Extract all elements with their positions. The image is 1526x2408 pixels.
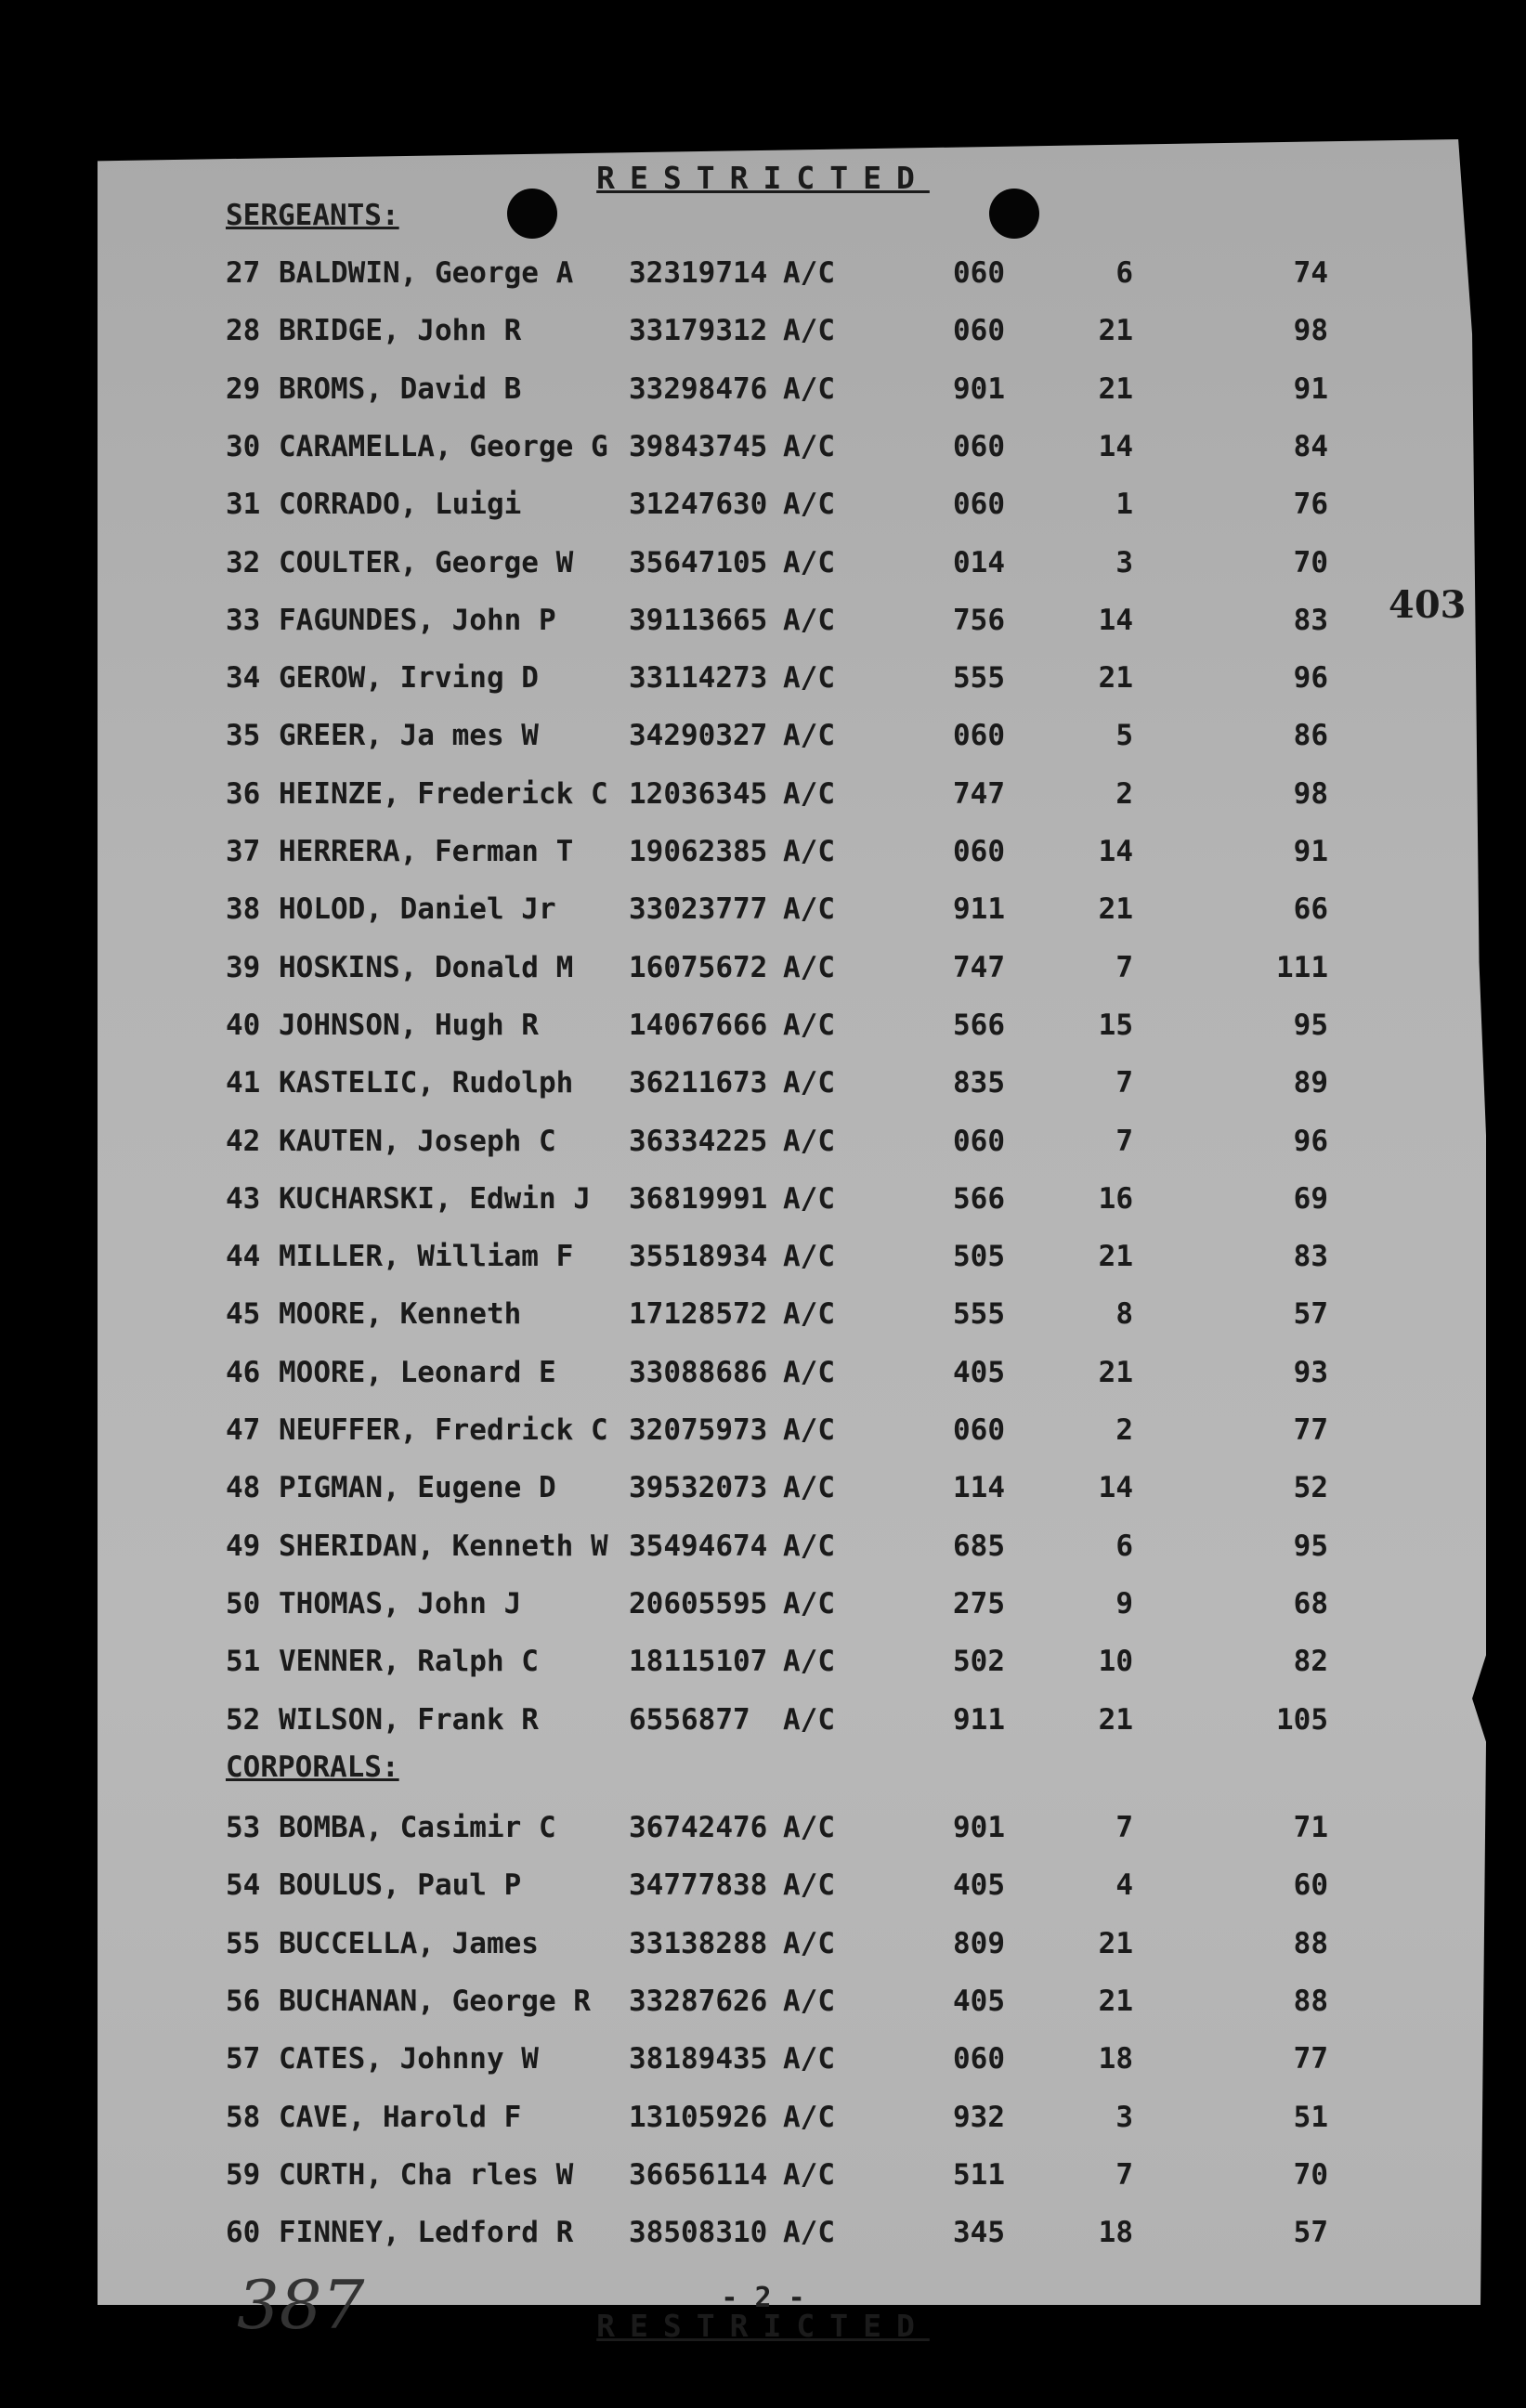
soldier-name: MILLER, William F (279, 1240, 574, 1274)
soldier-name: CARAMELLA, George G (279, 429, 608, 463)
mos-code: 345 (953, 2216, 1005, 2250)
serial-number: 39843745 (629, 429, 768, 463)
mos-code: 747 (953, 776, 1005, 811)
col-b-value: 84 (1293, 429, 1328, 463)
serial-number: 35494674 (629, 1529, 768, 1563)
soldier-name: BUCHANAN, George R (279, 1984, 591, 2018)
col-a-value: 21 (1098, 892, 1133, 927)
table-row (0, 1182, 1526, 1219)
soldier-name: HEINZE, Frederick C (279, 776, 608, 811)
serial-number: 38189435 (629, 2042, 768, 2076)
row-number: 54 (226, 1868, 261, 1903)
col-a-value: 21 (1098, 1926, 1133, 1960)
col-b-value: 96 (1293, 1124, 1328, 1158)
branch: A/C (783, 1413, 835, 1447)
col-a-value: 6 (1115, 256, 1133, 290)
branch: A/C (783, 661, 835, 696)
branch: A/C (783, 1645, 835, 1679)
branch: A/C (783, 2157, 835, 2192)
row-number: 34 (226, 661, 261, 696)
branch: A/C (783, 1181, 835, 1216)
col-b-value: 83 (1293, 1240, 1328, 1274)
soldier-name: BOMBA, Casimir C (279, 1811, 556, 1844)
branch: A/C (783, 1868, 835, 1903)
serial-number: 39532073 (629, 1471, 768, 1505)
row-number: 31 (226, 488, 261, 522)
col-a-value: 10 (1098, 1645, 1133, 1679)
table-row (0, 1927, 1526, 1964)
col-a-value: 7 (1115, 2157, 1133, 2192)
col-a-value: 21 (1098, 1240, 1133, 1274)
branch: A/C (783, 2216, 835, 2250)
branch: A/C (783, 1124, 835, 1158)
mos-code: 505 (953, 1240, 1005, 1274)
col-a-value: 21 (1098, 1984, 1133, 2018)
table-row (0, 1356, 1526, 1393)
row-number: 28 (226, 314, 261, 348)
branch: A/C (783, 2042, 835, 2076)
mos-code: 405 (953, 1984, 1005, 2018)
handwritten-page-note: 387 (237, 2266, 365, 2344)
soldier-name: BROMS, David B (279, 371, 522, 406)
mos-code: 060 (953, 429, 1005, 463)
col-a-value: 5 (1115, 719, 1133, 753)
col-b-value: 51 (1293, 2100, 1328, 2134)
col-b-value: 91 (1293, 835, 1328, 868)
soldier-name: BOULUS, Paul P (279, 1868, 522, 1903)
table-row (0, 1297, 1526, 1334)
serial-number: 33088686 (629, 1355, 768, 1389)
mos-code: 060 (953, 488, 1005, 522)
margin-stamp-number: 403 (1389, 583, 1467, 627)
branch: A/C (783, 1926, 835, 1960)
soldier-name: KAUTEN, Joseph C (279, 1124, 556, 1158)
section-title-sergeants: SERGEANTS: (226, 199, 399, 232)
serial-number: 33287626 (629, 1984, 768, 2018)
table-row (0, 430, 1526, 467)
branch: A/C (783, 950, 835, 984)
branch: A/C (783, 314, 835, 348)
soldier-name: NEUFFER, Fredrick C (279, 1413, 608, 1447)
row-number: 41 (226, 1066, 261, 1100)
table-row (0, 1703, 1526, 1740)
serial-number: 38508310 (629, 2216, 768, 2250)
table-row (0, 2216, 1526, 2253)
row-number: 46 (226, 1355, 261, 1389)
col-a-value: 18 (1098, 2042, 1133, 2076)
col-b-value: 93 (1293, 1355, 1328, 1389)
soldier-name: CORRADO, Luigi (279, 488, 522, 522)
mos-code: 555 (953, 661, 1005, 696)
serial-number: 35647105 (629, 545, 768, 579)
soldier-name: SHERIDAN, Kenneth W (279, 1529, 608, 1563)
branch: A/C (783, 1471, 835, 1505)
table-row (0, 1125, 1526, 1162)
mos-code: 747 (953, 950, 1005, 984)
mos-code: 511 (953, 2157, 1005, 2192)
classification-header: RESTRICTED (596, 160, 930, 196)
row-number: 59 (226, 2157, 261, 2192)
section-title-corporals: CORPORALS: (226, 1751, 399, 1784)
branch: A/C (783, 1008, 835, 1042)
col-b-value: 68 (1293, 1586, 1328, 1621)
col-b-value: 57 (1293, 1297, 1328, 1332)
serial-number: 33114273 (629, 661, 768, 696)
mos-code: 014 (953, 545, 1005, 579)
table-row (0, 314, 1526, 351)
soldier-name: VENNER, Ralph C (279, 1645, 539, 1679)
row-number: 56 (226, 1984, 261, 2018)
col-b-value: 89 (1293, 1066, 1328, 1100)
col-a-value: 14 (1098, 1471, 1133, 1505)
row-number: 29 (226, 371, 261, 406)
table-row (0, 835, 1526, 872)
table-row (0, 777, 1526, 814)
soldier-name: CAVE, Harold F (279, 2100, 522, 2134)
punch-hole-left (507, 189, 557, 239)
soldier-name: PIGMAN, Eugene D (279, 1471, 556, 1505)
row-number: 33 (226, 603, 261, 637)
branch: A/C (783, 1297, 835, 1332)
col-b-value: 88 (1293, 1984, 1328, 2018)
branch: A/C (783, 429, 835, 463)
row-number: 38 (226, 892, 261, 927)
col-a-value: 14 (1098, 603, 1133, 637)
table-row (0, 1811, 1526, 1848)
branch: A/C (783, 892, 835, 927)
soldier-name: GEROW, Irving D (279, 661, 539, 696)
col-b-value: 105 (1276, 1702, 1328, 1737)
serial-number: 31247630 (629, 488, 768, 522)
mos-code: 114 (953, 1471, 1005, 1505)
col-a-value: 21 (1098, 1355, 1133, 1389)
row-number: 53 (226, 1811, 261, 1844)
col-a-value: 3 (1115, 545, 1133, 579)
table-row (0, 546, 1526, 583)
col-a-value: 1 (1115, 488, 1133, 522)
table-row (0, 1240, 1526, 1277)
table-row (0, 488, 1526, 525)
row-number: 49 (226, 1529, 261, 1563)
branch: A/C (783, 1529, 835, 1563)
row-number: 30 (226, 429, 261, 463)
row-number: 58 (226, 2100, 261, 2134)
branch: A/C (783, 1811, 835, 1844)
col-b-value: 96 (1293, 661, 1328, 696)
mos-code: 275 (953, 1586, 1005, 1621)
branch: A/C (783, 256, 835, 290)
mos-code: 932 (953, 2100, 1005, 2134)
row-number: 39 (226, 950, 261, 984)
branch: A/C (783, 1355, 835, 1389)
col-a-value: 4 (1115, 1868, 1133, 1903)
col-a-value: 14 (1098, 835, 1133, 868)
row-number: 36 (226, 776, 261, 811)
table-row (0, 2042, 1526, 2079)
soldier-name: FINNEY, Ledford R (279, 2216, 574, 2250)
branch: A/C (783, 776, 835, 811)
serial-number: 36656114 (629, 2157, 768, 2192)
col-b-value: 88 (1293, 1926, 1328, 1960)
mos-code: 911 (953, 1702, 1005, 1737)
soldier-name: KUCHARSKI, Edwin J (279, 1181, 591, 1216)
row-number: 48 (226, 1471, 261, 1505)
mos-code: 685 (953, 1529, 1005, 1563)
soldier-name: GREER, Ja mes W (279, 719, 539, 753)
mos-code: 756 (953, 603, 1005, 637)
mos-code: 405 (953, 1868, 1005, 1903)
table-row (0, 1985, 1526, 2022)
col-b-value: 83 (1293, 603, 1328, 637)
row-number: 47 (226, 1413, 261, 1447)
row-number: 45 (226, 1297, 261, 1332)
serial-number: 32319714 (629, 256, 768, 290)
serial-number: 34777838 (629, 1868, 768, 1903)
branch: A/C (783, 603, 835, 637)
serial-number: 6556877 (629, 1702, 750, 1737)
serial-number: 36742476 (629, 1811, 768, 1844)
punch-hole-right (989, 189, 1039, 239)
row-number: 27 (226, 256, 261, 290)
mos-code: 502 (953, 1645, 1005, 1679)
col-a-value: 21 (1098, 1702, 1133, 1737)
row-number: 37 (226, 835, 261, 868)
serial-number: 14067666 (629, 1008, 768, 1042)
serial-number: 18115107 (629, 1645, 768, 1679)
branch: A/C (783, 545, 835, 579)
col-b-value: 70 (1293, 545, 1328, 579)
serial-number: 33179312 (629, 314, 768, 348)
serial-number: 33138288 (629, 1926, 768, 1960)
col-b-value: 95 (1293, 1529, 1328, 1563)
col-b-value: 76 (1293, 488, 1328, 522)
mos-code: 566 (953, 1181, 1005, 1216)
branch: A/C (783, 371, 835, 406)
classification-footer: RESTRICTED (596, 2308, 930, 2344)
col-a-value: 14 (1098, 429, 1133, 463)
soldier-name: THOMAS, John J (279, 1586, 522, 1621)
table-row (0, 719, 1526, 756)
mos-code: 060 (953, 1124, 1005, 1158)
row-number: 50 (226, 1586, 261, 1621)
col-a-value: 21 (1098, 314, 1133, 348)
mos-code: 060 (953, 2042, 1005, 2076)
table-row (0, 2101, 1526, 2138)
table-row (0, 892, 1526, 930)
mos-code: 060 (953, 835, 1005, 868)
serial-number: 36819991 (629, 1181, 768, 1216)
serial-number: 13105926 (629, 2100, 768, 2134)
row-number: 51 (226, 1645, 261, 1679)
table-row (0, 1587, 1526, 1624)
col-b-value: 98 (1293, 776, 1328, 811)
col-a-value: 6 (1115, 1529, 1133, 1563)
col-b-value: 60 (1293, 1868, 1328, 1903)
serial-number: 17128572 (629, 1297, 768, 1332)
branch: A/C (783, 2100, 835, 2134)
col-a-value: 21 (1098, 661, 1133, 696)
col-b-value: 98 (1293, 314, 1328, 348)
table-row (0, 951, 1526, 988)
table-row (0, 1868, 1526, 1906)
table-row (0, 1413, 1526, 1451)
col-a-value: 21 (1098, 371, 1133, 406)
col-a-value: 2 (1115, 776, 1133, 811)
row-number: 43 (226, 1181, 261, 1216)
col-b-value: 77 (1293, 2042, 1328, 2076)
mos-code: 911 (953, 892, 1005, 927)
page-number: - 2 - (721, 2282, 805, 2314)
mos-code: 060 (953, 314, 1005, 348)
col-a-value: 15 (1098, 1008, 1133, 1042)
serial-number: 32075973 (629, 1413, 768, 1447)
mos-code: 901 (953, 371, 1005, 406)
row-number: 32 (226, 545, 261, 579)
table-row (0, 1645, 1526, 1682)
col-a-value: 7 (1115, 950, 1133, 984)
branch: A/C (783, 1702, 835, 1737)
mos-code: 555 (953, 1297, 1005, 1332)
mos-code: 060 (953, 256, 1005, 290)
soldier-name: COULTER, George W (279, 545, 574, 579)
soldier-name: HOLOD, Daniel Jr (279, 892, 556, 927)
col-a-value: 3 (1115, 2100, 1133, 2134)
branch: A/C (783, 1984, 835, 2018)
mos-code: 566 (953, 1008, 1005, 1042)
row-number: 60 (226, 2216, 261, 2250)
soldier-name: HOSKINS, Donald M (279, 950, 574, 984)
col-b-value: 70 (1293, 2157, 1328, 2192)
row-number: 40 (226, 1008, 261, 1042)
mos-code: 060 (953, 1413, 1005, 1447)
col-a-value: 7 (1115, 1066, 1133, 1100)
serial-number: 33298476 (629, 371, 768, 406)
soldier-name: MOORE, Leonard E (279, 1355, 556, 1389)
serial-number: 19062385 (629, 835, 768, 868)
col-b-value: 66 (1293, 892, 1328, 927)
table-row (0, 372, 1526, 410)
col-a-value: 16 (1098, 1181, 1133, 1216)
col-a-value: 7 (1115, 1124, 1133, 1158)
table-row (0, 661, 1526, 698)
branch: A/C (783, 1586, 835, 1621)
serial-number: 34290327 (629, 719, 768, 753)
branch: A/C (783, 719, 835, 753)
col-b-value: 111 (1276, 950, 1328, 984)
col-a-value: 8 (1115, 1297, 1133, 1332)
soldier-name: FAGUNDES, John P (279, 603, 556, 637)
col-b-value: 77 (1293, 1413, 1328, 1447)
col-a-value: 2 (1115, 1413, 1133, 1447)
serial-number: 12036345 (629, 776, 768, 811)
branch: A/C (783, 488, 835, 522)
row-number: 44 (226, 1240, 261, 1274)
branch: A/C (783, 1066, 835, 1100)
mos-code: 809 (953, 1926, 1005, 1960)
table-row (0, 604, 1526, 641)
col-b-value: 57 (1293, 2216, 1328, 2250)
table-row (0, 1066, 1526, 1103)
soldier-name: BALDWIN, George A (279, 256, 574, 290)
col-a-value: 7 (1115, 1811, 1133, 1844)
serial-number: 33023777 (629, 892, 768, 927)
soldier-name: CURTH, Cha rles W (279, 2157, 574, 2192)
col-b-value: 91 (1293, 371, 1328, 406)
mos-code: 405 (953, 1355, 1005, 1389)
soldier-name: BUCCELLA, James (279, 1926, 539, 1960)
col-b-value: 74 (1293, 256, 1328, 290)
branch: A/C (783, 835, 835, 868)
row-number: 52 (226, 1702, 261, 1737)
col-b-value: 95 (1293, 1008, 1328, 1042)
soldier-name: WILSON, Frank R (279, 1702, 539, 1737)
col-b-value: 82 (1293, 1645, 1328, 1679)
col-b-value: 71 (1293, 1811, 1328, 1844)
table-row (0, 256, 1526, 293)
col-b-value: 69 (1293, 1181, 1328, 1216)
table-row (0, 2158, 1526, 2195)
soldier-name: KASTELIC, Rudolph (279, 1066, 574, 1100)
col-b-value: 52 (1293, 1471, 1328, 1505)
col-b-value: 86 (1293, 719, 1328, 753)
soldier-name: HERRERA, Ferman T (279, 835, 574, 868)
soldier-name: MOORE, Kenneth (279, 1297, 522, 1332)
soldier-name: BRIDGE, John R (279, 314, 522, 348)
table-row (0, 1471, 1526, 1508)
col-a-value: 9 (1115, 1586, 1133, 1621)
table-row (0, 1529, 1526, 1567)
col-a-value: 18 (1098, 2216, 1133, 2250)
row-number: 42 (226, 1124, 261, 1158)
mos-code: 901 (953, 1811, 1005, 1844)
mos-code: 060 (953, 719, 1005, 753)
serial-number: 36334225 (629, 1124, 768, 1158)
row-number: 35 (226, 719, 261, 753)
mos-code: 835 (953, 1066, 1005, 1100)
table-row (0, 1009, 1526, 1046)
soldier-name: CATES, Johnny W (279, 2042, 539, 2076)
soldier-name: JOHNSON, Hugh R (279, 1008, 539, 1042)
serial-number: 20605595 (629, 1586, 768, 1621)
row-number: 55 (226, 1926, 261, 1960)
serial-number: 35518934 (629, 1240, 768, 1274)
branch: A/C (783, 1240, 835, 1274)
serial-number: 16075672 (629, 950, 768, 984)
row-number: 57 (226, 2042, 261, 2076)
serial-number: 36211673 (629, 1066, 768, 1100)
serial-number: 39113665 (629, 603, 768, 637)
